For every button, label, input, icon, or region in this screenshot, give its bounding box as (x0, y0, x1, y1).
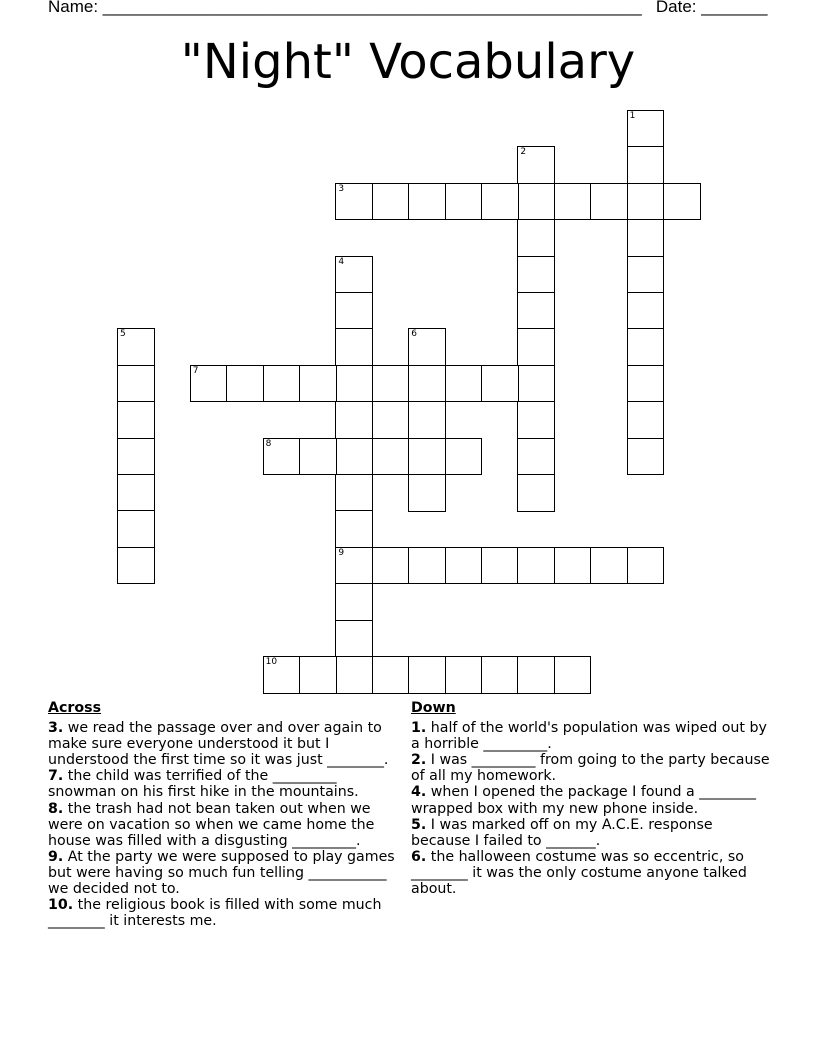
name-field[interactable]: Name: _________________________________________________________ (48, 0, 642, 16)
grid-cell[interactable] (554, 183, 592, 221)
down-heading: Down (411, 700, 456, 716)
grid-cell[interactable] (117, 401, 155, 439)
grid-cell[interactable] (226, 365, 264, 403)
grid-cell[interactable] (408, 365, 446, 403)
clue-number-label: 8 (265, 438, 272, 449)
clue-number-label: 1 (629, 111, 636, 121)
down-clue-list (411, 720, 771, 897)
clue-number-label: 7 (192, 365, 199, 376)
grid-cell[interactable] (627, 256, 665, 294)
grid-cell[interactable] (117, 510, 155, 548)
clue-number: 6. (411, 848, 427, 865)
grid-cell[interactable] (372, 438, 410, 476)
grid-cell[interactable] (517, 256, 555, 294)
date-field[interactable]: Date: _______ (655, 0, 768, 16)
grid-cell[interactable] (335, 365, 373, 403)
grid-cell[interactable] (117, 547, 155, 585)
across-clue (48, 768, 396, 800)
grid-cell[interactable] (517, 474, 555, 512)
down-clue (411, 784, 771, 816)
grid-cell[interactable] (481, 656, 519, 694)
grid-cell[interactable] (335, 474, 373, 512)
grid-cell[interactable] (517, 438, 555, 476)
grid-cell[interactable] (627, 328, 665, 366)
grid-cell[interactable] (481, 365, 519, 403)
clue-text: the trash had not bean taken out when we were on vacation so when we came home the house was filled with a disgusting _________. (48, 800, 375, 849)
grid-cell[interactable] (554, 547, 592, 585)
clue-number: 4. (411, 784, 427, 801)
across-clue (48, 720, 396, 768)
clue-number-label: 6 (411, 329, 417, 340)
grid-cell[interactable] (372, 183, 410, 221)
clue-text: the child was terrified of the _________ snowman on his first hike in the mountains. (48, 768, 359, 801)
across-clue (48, 849, 396, 897)
grid-cell[interactable] (372, 656, 410, 694)
down-clue (411, 720, 771, 752)
grid-cell[interactable] (117, 365, 155, 403)
grid-cell[interactable] (627, 219, 665, 257)
clue-text: we read the passage over and over again to make sure everyone understood it but I understood the first time so it was just ________. (48, 720, 389, 769)
down-clue (411, 817, 771, 849)
grid-cell[interactable] (663, 183, 701, 221)
grid-cell[interactable] (445, 656, 483, 694)
grid-cell[interactable] (517, 146, 555, 184)
grid-cell[interactable] (590, 547, 628, 585)
across-heading: Across (48, 700, 102, 716)
grid-cell[interactable] (335, 547, 373, 585)
grid-cell[interactable] (408, 656, 446, 694)
clue-number: 5. (411, 816, 427, 833)
grid-cell[interactable] (335, 510, 373, 548)
grid-cell[interactable] (445, 438, 483, 476)
grid-cell[interactable] (554, 656, 592, 694)
grid-cell[interactable] (517, 401, 555, 439)
grid-cell[interactable] (335, 292, 373, 330)
grid-cell[interactable] (408, 401, 446, 439)
clue-number: 7. (48, 768, 64, 785)
grid-cell[interactable] (517, 183, 555, 221)
grid-cell[interactable] (517, 219, 555, 257)
grid-cell[interactable] (445, 365, 483, 403)
grid-cell[interactable] (335, 183, 373, 221)
grid-cell[interactable] (263, 365, 301, 403)
grid-cell[interactable] (445, 547, 483, 585)
grid-cell[interactable] (299, 438, 337, 476)
grid-cell[interactable] (335, 620, 373, 658)
across-clue (48, 897, 396, 929)
grid-cell[interactable] (335, 438, 373, 476)
grid-cell[interactable] (372, 365, 410, 403)
grid-cell[interactable] (627, 547, 665, 585)
grid-cell[interactable] (517, 656, 555, 694)
grid-cell[interactable] (481, 183, 519, 221)
worksheet-header (48, 0, 768, 17)
grid-cell[interactable] (117, 438, 155, 476)
page-title: "Night" Vocabulary (180, 34, 636, 90)
grid-cell[interactable] (117, 328, 155, 366)
grid-cell[interactable] (481, 547, 519, 585)
across-clue (48, 801, 396, 849)
down-clue (411, 752, 771, 784)
grid-cell[interactable] (335, 328, 373, 366)
grid-cell[interactable] (408, 328, 446, 366)
clue-number: 9. (48, 848, 64, 865)
clue-number-label: 5 (120, 329, 126, 340)
clue-number: 8. (48, 800, 64, 817)
grid-cell[interactable] (117, 474, 155, 512)
clue-text: I was marked off on my A.C.E. response because I failed to _______. (411, 816, 713, 849)
grid-cell[interactable] (627, 183, 665, 221)
across-clues (48, 700, 396, 929)
grid-cell[interactable] (517, 292, 555, 330)
grid-cell[interactable] (627, 438, 665, 476)
clue-number-label: 9 (338, 547, 345, 558)
grid-cell[interactable] (299, 365, 337, 403)
grid-cell[interactable] (335, 401, 373, 439)
clue-number-label: 3 (338, 183, 345, 194)
grid-cell[interactable] (517, 365, 555, 403)
grid-cell[interactable] (190, 365, 228, 403)
clue-text: At the party we were supposed to play games but were having so much fun telling ___________ we decided not to. (48, 848, 395, 898)
grid-cell[interactable] (627, 365, 665, 403)
grid-cell[interactable] (408, 547, 446, 585)
clue-number: 2. (411, 752, 427, 769)
grid-cell[interactable] (627, 110, 665, 148)
clue-number: 1. (411, 720, 427, 737)
clue-text: the religious book is filled with some much ________ it interests me. (48, 897, 382, 930)
clue-text: I was _________ from going to the party because of all my homework. (411, 752, 770, 785)
grid-cell[interactable] (335, 256, 373, 294)
grid-cell[interactable] (299, 656, 337, 694)
clue-text: half of the world's population was wiped out by a horrible _________. (411, 720, 767, 753)
grid-cell[interactable] (408, 183, 446, 221)
grid-cell[interactable] (408, 474, 446, 512)
grid-cell[interactable] (408, 438, 446, 476)
across-clue-list (48, 720, 396, 929)
clue-number: 10. (48, 897, 74, 914)
grid-cell[interactable] (627, 146, 665, 184)
grid-cell[interactable] (517, 328, 555, 366)
clue-number: 3. (48, 720, 64, 737)
clue-text: the halloween costume was so eccentric, so ________ it was the only costume anyone talked about. (411, 848, 747, 898)
grid-cell[interactable] (372, 547, 410, 585)
grid-cell[interactable] (627, 401, 665, 439)
grid-cell[interactable] (590, 183, 628, 221)
grid-cell[interactable] (263, 438, 301, 476)
down-clue (411, 849, 771, 897)
grid-cell[interactable] (335, 583, 373, 621)
clue-number-label: 10 (265, 657, 278, 667)
clue-number-label: 2 (520, 147, 527, 158)
down-clues (411, 700, 771, 897)
clue-number-label: 4 (338, 256, 345, 267)
grid-cell[interactable] (627, 292, 665, 330)
clue-text: when I opened the package I found a ________ wrapped box with my new phone inside. (411, 784, 756, 817)
grid-cell[interactable] (445, 183, 483, 221)
grid-cell[interactable] (263, 656, 301, 694)
grid-cell[interactable] (517, 547, 555, 585)
grid-cell[interactable] (335, 656, 373, 694)
